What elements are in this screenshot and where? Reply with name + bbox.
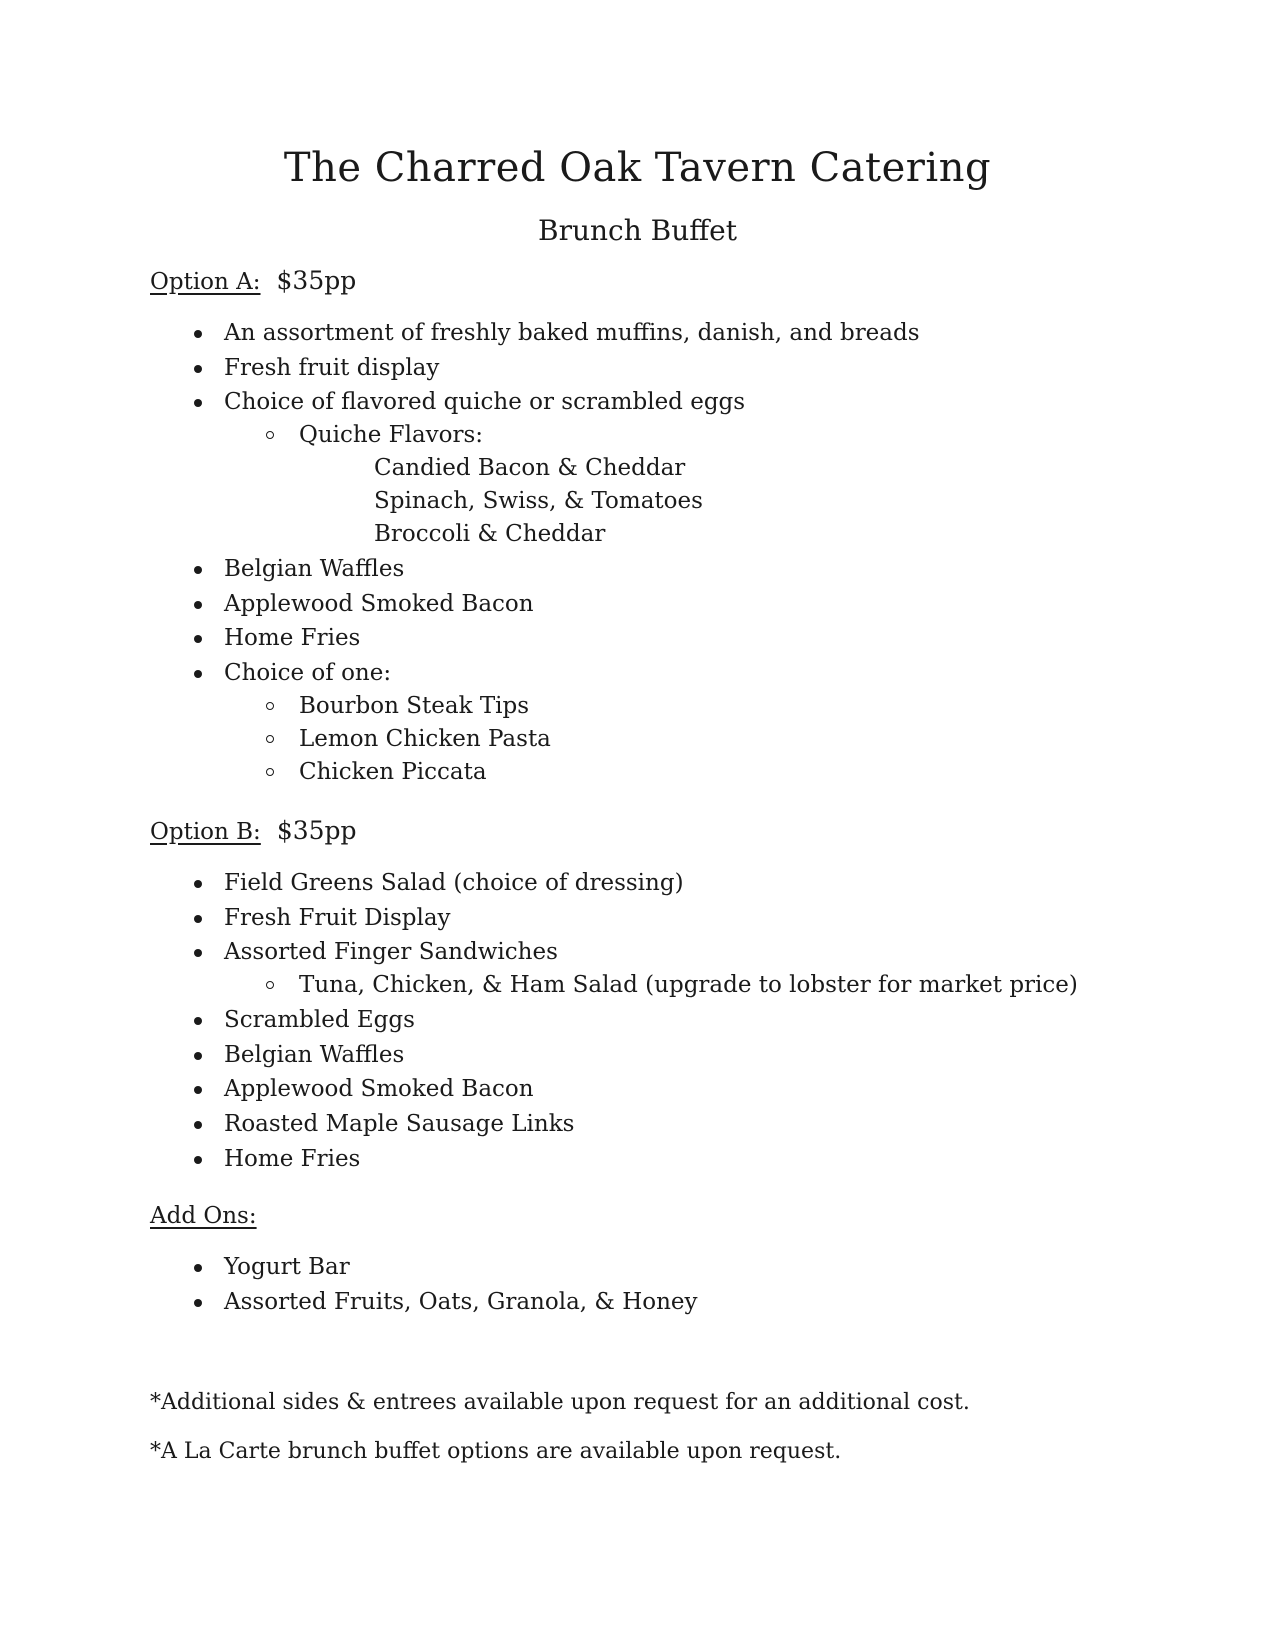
quiche-flavor: Spinach, Swiss, & Tomatoes	[374, 488, 703, 514]
list-item: Applewood Smoked Bacon	[224, 591, 534, 617]
sub-list-item: Quiche Flavors:	[299, 422, 484, 448]
list-item: Belgian Waffles	[224, 556, 405, 582]
list-item: Fresh fruit display	[224, 355, 440, 381]
list-item: Yogurt Bar	[224, 1254, 350, 1280]
option-b-heading	[150, 816, 357, 847]
sub-list-item: Bourbon Steak Tips	[299, 693, 530, 719]
list-item: Applewood Smoked Bacon	[224, 1076, 534, 1102]
list-item: Fresh Fruit Display	[224, 905, 451, 931]
list-item: Home Fries	[224, 1146, 361, 1172]
list-item: Choice of one:	[224, 660, 392, 686]
page-title: The Charred Oak Tavern Catering	[283, 145, 992, 191]
sub-list-item: Chicken Piccata	[299, 759, 487, 785]
option-a-price: $35pp	[276, 266, 357, 295]
option-b-label: Option B:	[150, 819, 261, 845]
option-b-price: $35pp	[276, 816, 357, 845]
list-item: Assorted Fruits, Oats, Granola, & Honey	[224, 1289, 698, 1315]
sub-list-item: Tuna, Chicken, & Ham Salad (upgrade to lobster for market price)	[299, 972, 1078, 998]
footnote: *Additional sides & entrees available upon request for an additional cost.	[150, 1390, 970, 1415]
list-item: Field Greens Salad (choice of dressing)	[224, 870, 684, 896]
sub-list-item: Lemon Chicken Pasta	[299, 726, 551, 752]
quiche-flavor: Candied Bacon & Cheddar	[374, 455, 686, 481]
list-item: An assortment of freshly baked muffins, danish, and breads	[224, 320, 920, 346]
option-a-heading	[150, 266, 356, 297]
list-item: Home Fries	[224, 625, 361, 651]
page-subtitle: Brunch Buffet	[538, 214, 737, 247]
add-ons-label: Add Ons:	[150, 1203, 257, 1229]
list-item: Scrambled Eggs	[224, 1007, 415, 1033]
list-item: Assorted Finger Sandwiches	[224, 939, 558, 965]
add-ons-heading	[150, 1201, 257, 1231]
quiche-flavor: Broccoli & Cheddar	[374, 521, 606, 547]
list-item: Roasted Maple Sausage Links	[224, 1111, 575, 1137]
footnote: *A La Carte brunch buffet options are available upon request.	[150, 1439, 842, 1464]
option-a-label: Option A:	[150, 269, 261, 295]
list-item: Belgian Waffles	[224, 1042, 405, 1068]
list-item: Choice of flavored quiche or scrambled eggs	[224, 389, 746, 415]
